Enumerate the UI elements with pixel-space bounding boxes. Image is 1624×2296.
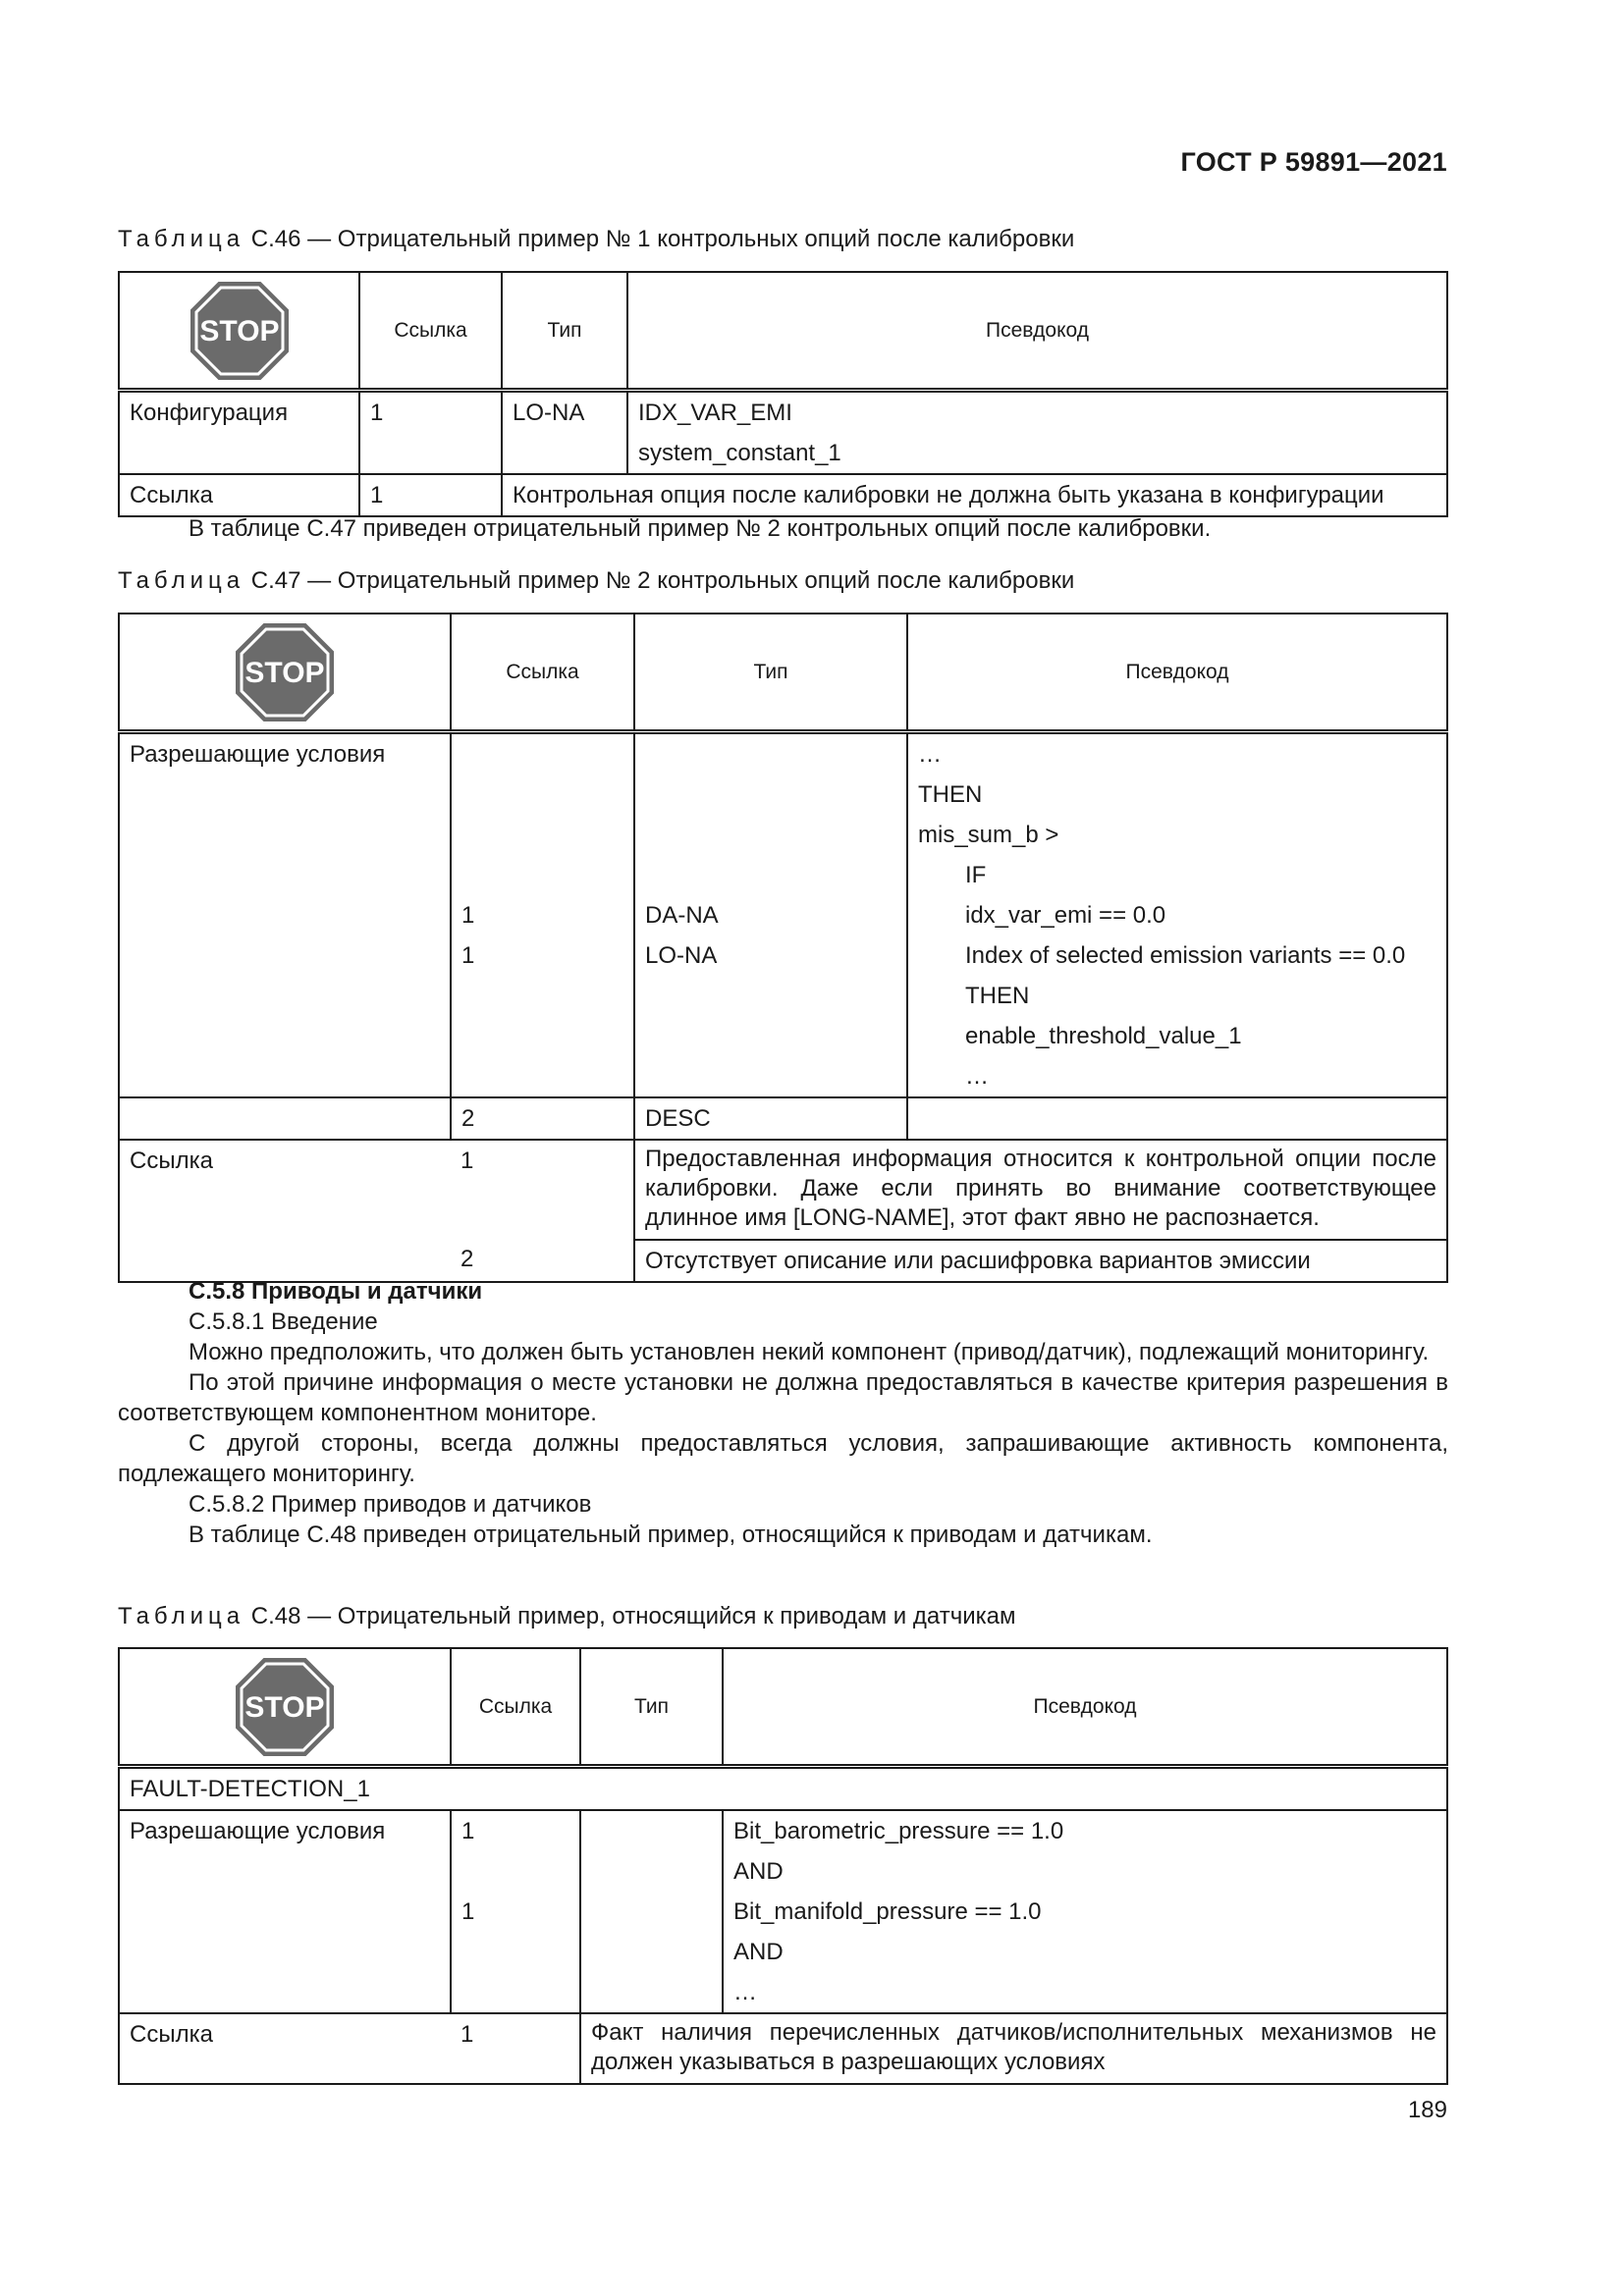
header-pseudocode: Псевдокод <box>907 614 1447 732</box>
footer-ref: 1 <box>460 1148 474 1174</box>
row-type: DESC <box>645 1105 711 1132</box>
row-type: LO-NA <box>513 400 585 426</box>
code-line: Index of selected emission variants == 0.0 <box>965 942 1406 969</box>
section-heading: С.5.8 Приводы и датчики <box>189 1278 483 1305</box>
table-footer-row <box>119 2013 1447 2084</box>
row-ref <box>452 1932 579 1972</box>
svg-text:STOP: STOP <box>244 1690 325 1724</box>
footer-label: Ссылка <box>130 2021 213 2048</box>
table-47 <box>118 613 1448 1283</box>
group-label: FAULT-DETECTION_1 <box>130 1776 370 1802</box>
code-line: THEN <box>965 983 1030 1009</box>
header-ref: Ссылка <box>451 1648 580 1767</box>
stop-cell <box>119 272 359 391</box>
subsection-heading: С.5.8.1 Введение <box>189 1308 378 1335</box>
header-ref: Ссылка <box>451 614 634 732</box>
row-ref <box>452 1851 579 1892</box>
row-type: LO-NA <box>645 942 718 969</box>
table-48-caption: Таблица С.48 — Отрицательный пример, относящийся к приводам и датчикам <box>118 1603 1016 1629</box>
table-row <box>119 391 1447 475</box>
table-header-row <box>119 614 1447 732</box>
code-line: IDX_VAR_EMI <box>638 400 792 426</box>
table-46-caption: Таблица С.46 — Отрицательный пример № 1 контрольных опций после калибровки <box>118 226 1075 252</box>
table-row <box>119 1810 1447 2013</box>
header-type: Тип <box>502 272 627 391</box>
table-group-row <box>119 1767 1447 1811</box>
table-header-row <box>119 1648 1447 1767</box>
code-line: AND <box>733 1939 784 1965</box>
svg-text:STOP: STOP <box>244 656 325 689</box>
stop-cell <box>119 1648 451 1767</box>
stop-sign-icon <box>120 280 358 382</box>
footer-text: Факт наличия перечисленных датчиков/исполнительных механизмов не должен указываться в разрешающих условиях <box>591 2019 1436 2075</box>
table-row <box>119 732 1447 1098</box>
row-ref: 1 <box>461 1898 475 1925</box>
code-line: mis_sum_b > <box>918 822 1059 848</box>
document-standard-header: ГОСТ Р 59891—2021 <box>1180 147 1447 177</box>
paragraph: По этой причине информация о месте установки не должна предоставляться в качестве критерия разрешения в соответствующем компонентном мониторе. <box>118 1369 1448 1426</box>
row-ref: 1 <box>370 400 384 426</box>
table-46 <box>118 271 1448 517</box>
stop-sign-icon <box>120 1656 450 1758</box>
footer-label: Ссылка <box>130 1148 213 1174</box>
footer-ref: 2 <box>460 1246 474 1272</box>
table-48 <box>118 1647 1448 2085</box>
page-number: 189 <box>1407 2097 1447 2123</box>
row-ref: 1 <box>461 942 475 969</box>
code-line: Bit_manifold_pressure == 1.0 <box>733 1898 1042 1925</box>
paragraph: С другой стороны, всегда должны предоставляться условия, запрашивающие активность компонента, подлежащего мониторингу. <box>118 1430 1448 1487</box>
code-line: … <box>918 741 942 768</box>
row-ref <box>452 1972 579 2012</box>
stop-cell <box>119 614 451 732</box>
section-c-5-8 <box>118 1276 1448 1550</box>
code-line: … <box>733 1979 757 2005</box>
paragraph: Можно предположить, что должен быть установлен некий компонент (привод/датчик), подлежащий мониторингу. <box>189 1339 1430 1365</box>
paragraph: В таблице С.48 приведен отрицательный пример, относящийся к приводам и датчикам. <box>189 1522 1153 1548</box>
table-header-row <box>119 272 1447 391</box>
code-line: idx_var_emi == 0.0 <box>965 902 1166 929</box>
row-ref: 2 <box>461 1105 475 1132</box>
code-line: AND <box>733 1858 784 1885</box>
code-line: THEN <box>918 781 983 808</box>
row-type: DA-NA <box>645 902 719 929</box>
footer-ref: 1 <box>460 2021 474 2048</box>
header-pseudocode: Псевдокод <box>723 1648 1447 1767</box>
row-ref: 1 <box>461 1818 475 1844</box>
footer-label: Ссылка <box>130 482 213 508</box>
row-label: Конфигурация <box>130 400 289 426</box>
row-label: Разрешающие условия <box>130 1818 386 1844</box>
footer-text: Предоставленная информация относится к контрольной опции после калибровки. Даже если принять во внимание соответствующее длинное имя [LONG-NAME], этот факт явно не распознается. <box>635 1141 1446 1241</box>
table-footer-row <box>119 474 1447 516</box>
code-line: system_constant_1 <box>638 440 841 466</box>
subsection-heading: С.5.8.2 Пример приводов и датчиков <box>189 1491 592 1518</box>
header-pseudocode: Псевдокод <box>627 272 1447 391</box>
code-line: enable_threshold_value_1 <box>965 1023 1242 1049</box>
stop-sign-icon <box>120 621 450 723</box>
table-47-caption: Таблица С.47 — Отрицательный пример № 2 контрольных опций после калибровки <box>118 567 1075 594</box>
table-row <box>119 1097 1447 1140</box>
footer-ref: 1 <box>370 482 384 508</box>
header-ref: Ссылка <box>359 272 502 391</box>
header-type: Тип <box>580 1648 723 1767</box>
svg-text:STOP: STOP <box>198 314 280 347</box>
footer-text: Отсутствует описание или расшифровка вариантов эмиссии <box>645 1248 1311 1274</box>
footer-text: Контрольная опция после калибровки не должна быть указана в конфигурации <box>513 482 1384 508</box>
table-footer-row <box>119 1140 1447 1282</box>
header-type: Тип <box>634 614 907 732</box>
code-line: … <box>965 1063 989 1090</box>
row-label: Разрешающие условия <box>130 741 386 768</box>
note-table-47: В таблице С.47 приведен отрицательный пример № 2 контрольных опций после калибровки. <box>189 515 1212 542</box>
code-line: IF <box>965 862 987 888</box>
code-line: Bit_barometric_pressure == 1.0 <box>733 1818 1064 1844</box>
row-ref: 1 <box>461 902 475 929</box>
